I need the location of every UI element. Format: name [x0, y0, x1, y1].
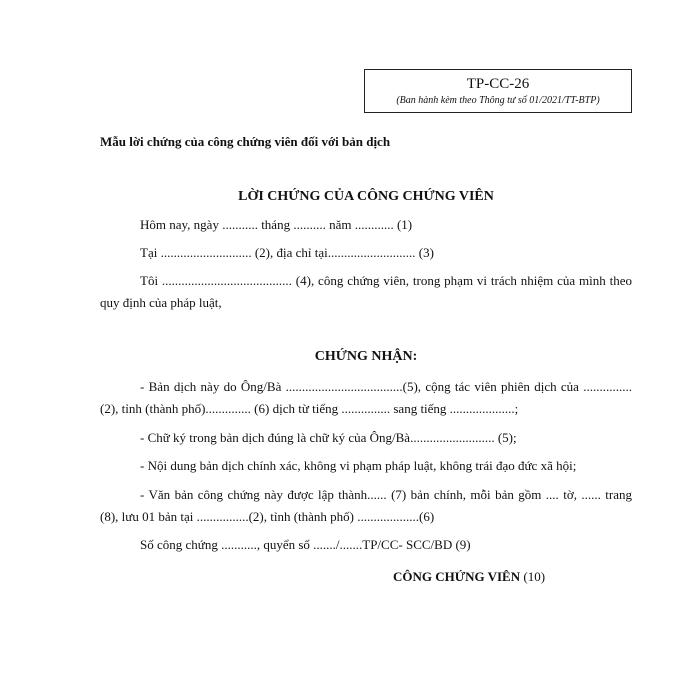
certify-heading: CHỨNG NHẬN: [314, 349, 418, 364]
record-number-line: Số công chứng ..........., quyển số ......./.......TP/CC- SCC/BD (9) [140, 537, 471, 552]
translation-item: - Bản dịch này do Ông/Bà ....................................(5), cộng tác viên phiên dịch của ...............(2), tỉnh (thành phố).............. (6) dịch từ tiếng ............... sang tiếng ....................; [100, 379, 632, 416]
signer-note: (10) [523, 569, 546, 584]
date-line: Hôm nay, ngày ........... tháng .......... năm ............ (1) [140, 217, 413, 232]
form-legal-note: (Ban hành kèm theo Thông tư số 01/2021/TT-BTP) [396, 95, 600, 106]
signature-item: - Chữ ký trong bản dịch đúng là chữ ký của Ông/Bà.......................... (5); [140, 430, 517, 445]
form-code-box [364, 69, 632, 113]
form-code: TP-CC-26 [466, 76, 530, 92]
notary-self-paragraph: Tôi ........................................ (4), công chứng viên, trong phạm vi trách nhiệm của mình theo quy định của pháp luật, [100, 273, 632, 310]
content-item: - Nội dung bản dịch chính xác, không vi phạm pháp luật, không trái đạo đức xã hội; [140, 458, 577, 473]
place-line: Tại ............................ (2), địa chỉ tại........................... (3) [140, 245, 434, 260]
signer-block [393, 569, 545, 585]
signer-title: CÔNG CHỨNG VIÊN [393, 569, 521, 584]
main-title: LỜI CHỨNG CỦA CÔNG CHỨNG VIÊN [238, 189, 494, 204]
copies-item: - Văn bản công chứng này được lập thành...... (7) bản chính, mỗi bản gồm .... tờ, ...... trang (8), lưu 01 bản tại ................(2), tỉnh (thành phố) ...................(6) [100, 487, 632, 524]
sample-title: Mẫu lời chứng của công chứng viên đối với bản dịch [100, 134, 391, 149]
